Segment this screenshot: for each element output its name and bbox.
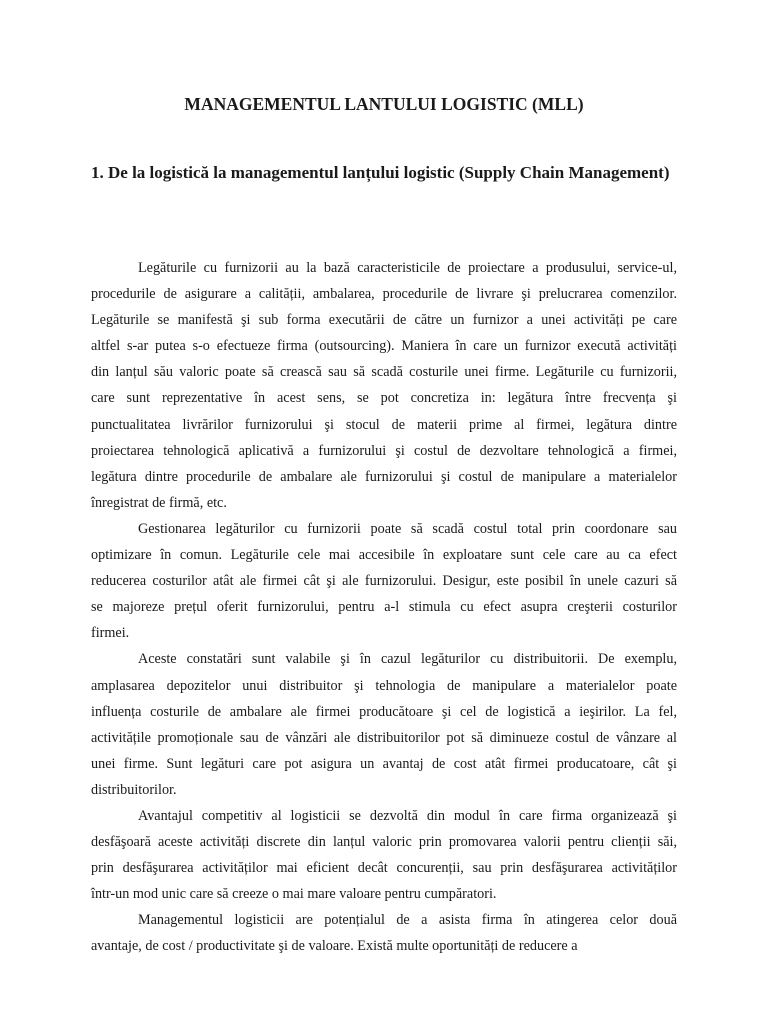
paragraph-line: Gestionarea legăturilor cu furnizorii poate să scadă costul total prin coordonare sau (138, 520, 677, 537)
paragraph-line: Legăturile cu furnizorii au la bază caracteristicile de proiectare a produsului, service-ul, (138, 260, 677, 276)
paragraph (91, 907, 677, 959)
paragraph (91, 516, 677, 646)
paragraph-line: unei firme. Sunt legături care pot asigura un avantaj de cost atât firmei producatoare, cât şi (91, 755, 677, 772)
paragraph-line: proiectarea tehnologică aplicativă a furnizorului şi costul de dezvoltare tehnologică a firmei, (91, 442, 677, 459)
paragraph-line: prin desfăşurarea activităților mai eficient decât concurenții, sau prin desfăşurarea activităților (91, 860, 677, 877)
document-title: MANAGEMENTUL LANTULUI LOGISTIC (MLL) (184, 94, 584, 114)
paragraph-line: firmei. (91, 625, 130, 642)
paragraph-line: legătura dintre procedurile de ambalare ale furnizorului şi costul de manipulare a materialelor (91, 468, 677, 485)
paragraph-line: amplasarea depozitelor unui distribuitor şi tehnologia de manipulare a materialelor poate (91, 677, 677, 694)
paragraph-line: Managementul logisticii are potențialul de a asista firma în atingerea celor două (138, 912, 677, 929)
paragraph (91, 803, 677, 907)
paragraph-line: Aceste constatări sunt valabile şi în cazul legăturilor cu distribuitorii. De exemplu, (138, 651, 677, 668)
document-body (91, 255, 677, 960)
paragraph-line: se majoreze prețul oferit furnizorului, pentru a-l stimula cu efect asupra creşterii costurilor (91, 599, 677, 616)
paragraph-line: distribuitorilor. (91, 781, 177, 798)
section-heading: 1. De la logistică la managementul lanțului logistic (Supply Chain Management) (91, 163, 670, 182)
paragraph (91, 646, 677, 803)
paragraph-line: avantaje, de cost / productivitate şi de valoare. Există multe oportunități de reducere a (91, 938, 578, 955)
paragraph-line: optimizare în comun. Legăturile cele mai accesibile în exploatare sunt cele care au ca efect (91, 547, 677, 564)
paragraph-line: într-un mod unic care să creeze o mai mare valoare pentru cumpăratori. (91, 886, 497, 903)
paragraph-line: Legăturile se manifestă şi sub forma executării de către un furnizor a unei activități pe care (91, 312, 677, 329)
paragraph-line: punctualitatea livrărilor furnizorului şi stocul de materii prime al firmei, legătura dintre (91, 416, 677, 433)
paragraph-line: reducerea costurilor atât ale firmei cât şi ale furnizorului. Desigur, este posibil în unele cazuri să (91, 573, 677, 590)
paragraph-line: procedurile de asigurare a calității, ambalarea, procedurile de livrare şi prelucrarea comenzilor. (91, 286, 677, 303)
paragraph-line: din lanțul său valoric poate să crească sau să scadă costurile unei firme. Legăturile cu furnizorii, (91, 364, 677, 381)
paragraph-line: altfel s-ar putea s-o efectueze firma (outsourcing). Maniera în care un furnizor execută activități (91, 338, 677, 355)
paragraph-line: Avantajul competitiv al logisticii se dezvoltă din modul în care firma organizează şi (138, 807, 677, 824)
paragraph-line: desfăşoară aceste activități discrete din lanțul valoric prin promovarea valorii pentru clienții săi, (91, 834, 677, 851)
paragraph-line: activitățile promoționale sau de vânzări ale distribuitorilor pot să diminueze costul de vânzare al (91, 729, 677, 746)
paragraph-line: înregistrat de firmă, etc. (91, 494, 227, 511)
paragraph (91, 255, 677, 516)
paragraph-line: influența costurile de ambalare ale firmei producătoare şi cel de logistică a ieşirilor. La fel, (91, 703, 677, 720)
paragraph-line: care sunt reprezentative în acest sens, se pot concretiza in: legătura între frecvența şi (91, 390, 677, 407)
